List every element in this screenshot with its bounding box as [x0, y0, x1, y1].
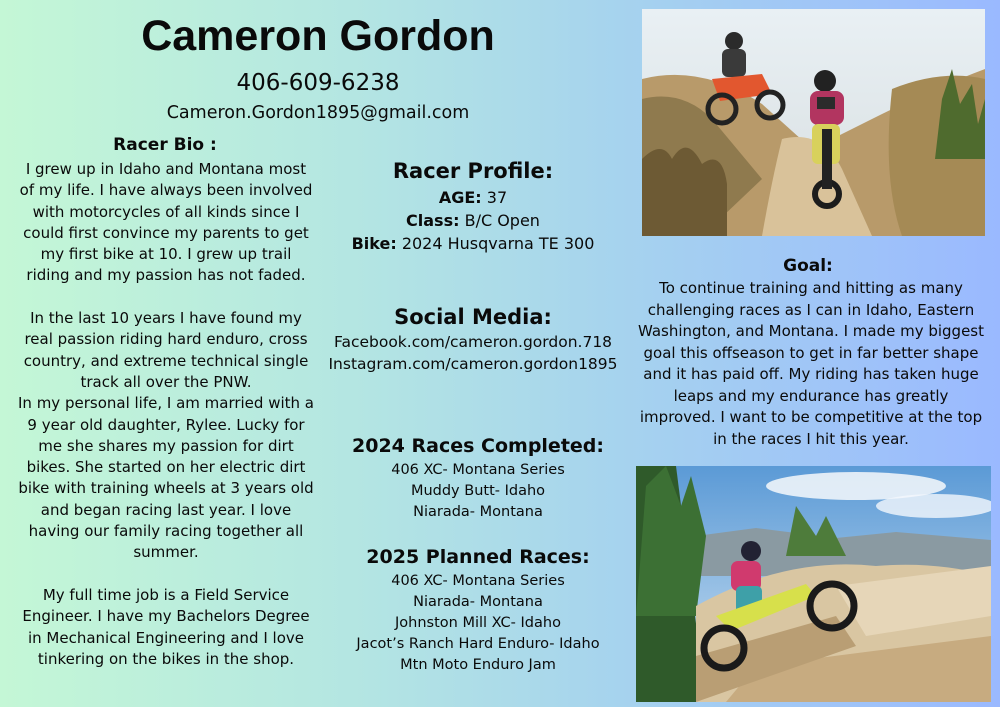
class-label: Class: — [406, 211, 460, 230]
planned-races-list — [330, 571, 626, 676]
completed-races-list — [350, 460, 606, 523]
completed-race: 406 XC- Montana Series — [391, 462, 565, 478]
social-links — [310, 331, 636, 375]
profile-heading: Racer Profile: — [392, 159, 554, 183]
instagram-link: Instagram.com/cameron.gordon1895 — [328, 355, 618, 373]
racer-name: Cameron Gordon — [141, 12, 495, 60]
rock-climb-rider-photo — [636, 466, 991, 702]
planned-race: Niarada- Montana — [413, 594, 543, 610]
age-value: 37 — [481, 188, 508, 207]
goal-heading: Goal: — [783, 256, 833, 276]
bike-value: 2024 Husqvarna TE 300 — [396, 234, 595, 253]
bio-heading: Racer Bio : — [113, 135, 217, 155]
email-address: Cameron.Gordon1895@gmail.com — [166, 103, 470, 123]
completed-races-heading: 2024 Races Completed: — [352, 435, 604, 457]
planned-race: Jacot’s Ranch Hard Enduro- Idaho — [356, 636, 600, 652]
profile-class — [320, 209, 626, 232]
phone-number: 406-609-6238 — [236, 70, 400, 96]
profile-details — [320, 186, 626, 255]
bio-text: I grew up in Idaho and Montana most of my life. I have always been involved with motorcycles of all kinds since I could first convince my parents to get my first bike at 10. I grew up trail riding and my passion has not faded. In the last 10 years I have found my real passion riding hard enduro, cross country, and extreme technical single track all over the PNW. In my personal life, I am married with a 9 year old daughter, Rylee. Lucky for me she shares my passion for dirt bikes. She started on her electric dirt bike with training wheels at 3 years old and began racing last year. I love having our family racing together all summer. My full time job is a Field Service Engineer. I have my Bachelors Degree in Mechanical Engineering and I love tinkering on the bikes in the shop. — [18, 160, 314, 668]
bike-label: Bike: — [351, 234, 397, 253]
trail-riders-photo — [642, 9, 985, 236]
age-label: AGE: — [438, 188, 482, 207]
profile-age — [320, 186, 626, 209]
planned-race: Johnston Mill XC- Idaho — [395, 615, 561, 631]
goal-text: To continue training and hitting as many challenging races as I can in Idaho, Eastern Washington, and Montana. I made my biggest goal this offseason to get in far better shape and it has paid off. My riding has taken huge leaps and my endurance has greatly improved. I want to be competitive at the top in the races I hit this year. — [637, 279, 985, 448]
completed-race: Niarada- Montana — [413, 504, 543, 520]
completed-race: Muddy Butt- Idaho — [410, 483, 546, 499]
planned-races-heading: 2025 Planned Races: — [366, 546, 590, 568]
class-value: B/C Open — [459, 211, 540, 230]
planned-race: 406 XC- Montana Series — [391, 573, 565, 589]
profile-bike — [320, 232, 626, 255]
facebook-link: Facebook.com/cameron.gordon.718 — [333, 333, 613, 351]
planned-race: Mtn Moto Enduro Jam — [400, 657, 556, 673]
social-heading: Social Media: — [394, 305, 552, 329]
